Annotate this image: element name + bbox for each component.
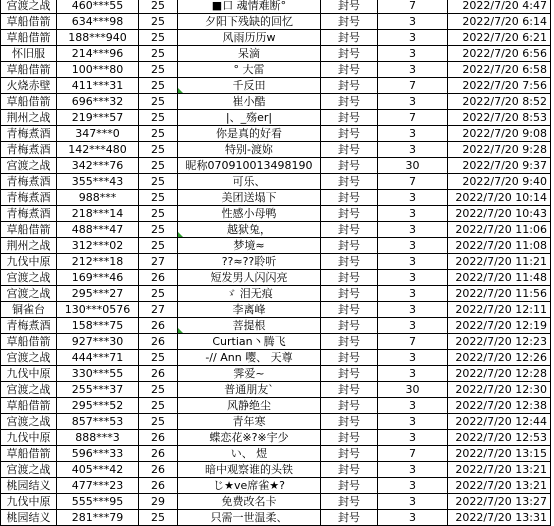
- name-cell[interactable]: 青年寒: [178, 414, 321, 430]
- days-cell[interactable]: 7: [378, 0, 448, 14]
- name-cell[interactable]: 菩提根: [178, 318, 321, 334]
- table-row: [1, 30, 551, 46]
- time-cell[interactable]: 2022/7/20 11:56: [448, 286, 551, 302]
- action-cell[interactable]: 封号: [321, 510, 378, 526]
- time-cell[interactable]: 2022/7/20 12:53: [448, 430, 551, 446]
- account-cell[interactable]: 295***52: [57, 398, 139, 414]
- action-cell[interactable]: 封号: [321, 78, 378, 94]
- table-row: [1, 334, 551, 350]
- server-cell[interactable]: 青梅煮酒: [1, 190, 57, 206]
- account-cell[interactable]: 214***96: [57, 46, 139, 62]
- action-cell[interactable]: 封号: [321, 382, 378, 398]
- cell-comment-marker: [178, 88, 183, 93]
- table-row: [1, 190, 551, 206]
- table-row: [1, 238, 551, 254]
- days-cell[interactable]: 7: [378, 78, 448, 94]
- level-cell[interactable]: 25: [139, 286, 178, 302]
- name-cell[interactable]: 你是真的好看: [178, 126, 321, 142]
- time-cell[interactable]: 2022/7/20 8:53: [448, 110, 551, 126]
- name-cell[interactable]: 蝶恋花※?※宇少: [178, 430, 321, 446]
- time-cell[interactable]: 2022/7/20 4:47: [448, 0, 551, 14]
- name-cell[interactable]: 崔小酷: [178, 94, 321, 110]
- server-cell[interactable]: 草船借箭: [1, 62, 57, 78]
- level-cell[interactable]: 26: [139, 366, 178, 382]
- server-cell[interactable]: 青梅煮酒: [1, 206, 57, 222]
- server-cell[interactable]: 宫渡之战: [1, 382, 57, 398]
- days-cell[interactable]: 7: [378, 446, 448, 462]
- account-cell[interactable]: 555***95: [57, 494, 139, 510]
- days-cell[interactable]: 3: [378, 142, 448, 158]
- table-row: [1, 510, 551, 526]
- time-cell[interactable]: 2022/7/20 12:38: [448, 398, 551, 414]
- level-cell[interactable]: 25: [139, 174, 178, 190]
- level-cell[interactable]: 26: [139, 270, 178, 286]
- time-cell[interactable]: 2022/7/20 11:48: [448, 270, 551, 286]
- days-cell[interactable]: 3: [378, 430, 448, 446]
- days-cell[interactable]: 30: [378, 382, 448, 398]
- days-cell[interactable]: 3: [378, 14, 448, 30]
- account-cell[interactable]: 596***33: [57, 446, 139, 462]
- time-cell[interactable]: 2022/7/20 13:31: [448, 510, 551, 526]
- name-cell[interactable]: 性感小母鸭: [178, 206, 321, 222]
- level-cell[interactable]: 25: [139, 222, 178, 238]
- server-cell[interactable]: 宫渡之战: [1, 0, 57, 14]
- days-cell[interactable]: 3: [378, 126, 448, 142]
- level-cell[interactable]: 25: [139, 94, 178, 110]
- action-cell[interactable]: 封号: [321, 126, 378, 142]
- table-row: [1, 62, 551, 78]
- account-cell[interactable]: 355***43: [57, 174, 139, 190]
- level-cell[interactable]: 26: [139, 462, 178, 478]
- name-cell[interactable]: 梦境≈: [178, 238, 321, 254]
- account-cell[interactable]: 295***27: [57, 286, 139, 302]
- days-cell[interactable]: 3: [378, 350, 448, 366]
- server-cell[interactable]: 草船借箭: [1, 398, 57, 414]
- server-cell[interactable]: 桃园结义: [1, 510, 57, 526]
- level-cell[interactable]: 27: [139, 254, 178, 270]
- account-cell[interactable]: 988***: [57, 190, 139, 206]
- action-cell[interactable]: 封号: [321, 254, 378, 270]
- days-cell[interactable]: 3: [378, 478, 448, 494]
- table-row: [1, 78, 551, 94]
- account-cell[interactable]: 219***57: [57, 110, 139, 126]
- days-cell[interactable]: 3: [378, 302, 448, 318]
- days-cell[interactable]: 3: [378, 222, 448, 238]
- server-cell[interactable]: 九伐中原: [1, 430, 57, 446]
- time-cell[interactable]: 2022/7/20 9:28: [448, 142, 551, 158]
- account-cell[interactable]: 411***31: [57, 78, 139, 94]
- table-row: [1, 94, 551, 110]
- account-cell[interactable]: 460***55: [57, 0, 139, 14]
- level-cell[interactable]: 25: [139, 62, 178, 78]
- days-cell[interactable]: 3: [378, 462, 448, 478]
- time-cell[interactable]: 2022/7/20 12:11: [448, 302, 551, 318]
- account-cell[interactable]: 130***0576: [57, 302, 139, 318]
- level-cell[interactable]: 26: [139, 430, 178, 446]
- name-cell[interactable]: |、_殇er|: [178, 110, 321, 126]
- action-cell[interactable]: 封号: [321, 494, 378, 510]
- account-cell[interactable]: 218***14: [57, 206, 139, 222]
- table-row: [1, 110, 551, 126]
- level-cell[interactable]: 26: [139, 446, 178, 462]
- days-cell[interactable]: 3: [378, 270, 448, 286]
- level-cell[interactable]: 25: [139, 110, 178, 126]
- table-row: [1, 158, 551, 174]
- account-cell[interactable]: 188***940: [57, 30, 139, 46]
- name-cell[interactable]: 越狱兔，: [178, 222, 321, 238]
- action-cell[interactable]: 封号: [321, 366, 378, 382]
- name-cell[interactable]: い、 煜: [178, 446, 321, 462]
- time-cell[interactable]: 2022/7/20 9:08: [448, 126, 551, 142]
- server-cell[interactable]: 九伐中原: [1, 254, 57, 270]
- table-row: [1, 366, 551, 382]
- server-cell[interactable]: 青梅煮酒: [1, 318, 57, 334]
- name-cell[interactable]: 霁爱~: [178, 366, 321, 382]
- server-cell[interactable]: 草船借箭: [1, 30, 57, 46]
- level-cell[interactable]: 27: [139, 302, 178, 318]
- level-cell[interactable]: 25: [139, 46, 178, 62]
- server-cell[interactable]: 火烧赤壁: [1, 78, 57, 94]
- server-cell[interactable]: 宫渡之战: [1, 350, 57, 366]
- name-cell[interactable]: 特别-渡妳: [178, 142, 321, 158]
- account-cell[interactable]: 444***71: [57, 350, 139, 366]
- table-row: [1, 254, 551, 270]
- time-cell[interactable]: 2022/7/20 10:14: [448, 190, 551, 206]
- level-cell[interactable]: 25: [139, 206, 178, 222]
- table-row: [1, 382, 551, 398]
- name-cell[interactable]: Curtian丶腾飞: [178, 334, 321, 350]
- level-cell[interactable]: 25: [139, 398, 178, 414]
- server-cell[interactable]: 宫渡之战: [1, 286, 57, 302]
- level-cell[interactable]: 25: [139, 0, 178, 14]
- action-cell[interactable]: 封号: [321, 30, 378, 46]
- account-cell[interactable]: 330***55: [57, 366, 139, 382]
- table-row: [1, 494, 551, 510]
- time-cell[interactable]: 2022/7/20 6:56: [448, 46, 551, 62]
- time-cell[interactable]: 2022/7/20 13:27: [448, 494, 551, 510]
- name-cell[interactable]: 美团送塌下: [178, 190, 321, 206]
- level-cell[interactable]: 25: [139, 510, 178, 526]
- time-cell[interactable]: 2022/7/20 11:06: [448, 222, 551, 238]
- days-cell[interactable]: 3: [378, 46, 448, 62]
- table-row: [1, 318, 551, 334]
- time-cell[interactable]: 2022/7/20 9:40: [448, 174, 551, 190]
- account-cell[interactable]: 100***80: [57, 62, 139, 78]
- action-cell[interactable]: 封号: [321, 222, 378, 238]
- time-cell[interactable]: 2022/7/20 12:28: [448, 366, 551, 382]
- account-cell[interactable]: 927***30: [57, 334, 139, 350]
- name-cell[interactable]: -// Ann 嘤、 天尊: [178, 350, 321, 366]
- name-cell[interactable]: 风静绝尘: [178, 398, 321, 414]
- account-cell[interactable]: 477***23: [57, 478, 139, 494]
- action-cell[interactable]: 封号: [321, 142, 378, 158]
- time-cell[interactable]: 2022/7/20 12:26: [448, 350, 551, 366]
- level-cell[interactable]: 25: [139, 78, 178, 94]
- server-cell[interactable]: 宫渡之战: [1, 462, 57, 478]
- table-row: [1, 414, 551, 430]
- action-cell[interactable]: 封号: [321, 478, 378, 494]
- name-cell[interactable]: 普通朋友`: [178, 382, 321, 398]
- table-row: [1, 206, 551, 222]
- server-cell[interactable]: 草船借箭: [1, 94, 57, 110]
- server-cell[interactable]: 青梅煮酒: [1, 174, 57, 190]
- days-cell[interactable]: 30: [378, 158, 448, 174]
- table-row: [1, 462, 551, 478]
- time-cell[interactable]: 2022/7/20 12:30: [448, 382, 551, 398]
- days-cell[interactable]: 3: [378, 494, 448, 510]
- level-cell[interactable]: 25: [139, 158, 178, 174]
- account-cell[interactable]: 169***46: [57, 270, 139, 286]
- time-cell[interactable]: 2022/7/20 11:08: [448, 238, 551, 254]
- account-cell[interactable]: 405***42: [57, 462, 139, 478]
- days-cell[interactable]: 3: [378, 510, 448, 526]
- cell-comment-marker: [178, 328, 183, 333]
- level-cell[interactable]: 25: [139, 30, 178, 46]
- level-cell[interactable]: 25: [139, 142, 178, 158]
- level-cell[interactable]: 26: [139, 318, 178, 334]
- table-row: [1, 302, 551, 318]
- server-cell[interactable]: 草船借箭: [1, 334, 57, 350]
- days-cell[interactable]: 3: [378, 414, 448, 430]
- server-cell[interactable]: 草船借箭: [1, 14, 57, 30]
- time-cell[interactable]: 2022/7/20 6:14: [448, 14, 551, 30]
- days-cell[interactable]: 3: [378, 318, 448, 334]
- name-cell[interactable]: 昵称070910013498190: [178, 158, 321, 174]
- days-cell[interactable]: 3: [378, 62, 448, 78]
- name-cell[interactable]: 暗中观察谁的头铁: [178, 462, 321, 478]
- days-cell[interactable]: 3: [378, 366, 448, 382]
- action-cell[interactable]: 封号: [321, 318, 378, 334]
- level-cell[interactable]: 25: [139, 238, 178, 254]
- server-cell[interactable]: 宫渡之战: [1, 270, 57, 286]
- name-cell[interactable]: じ★ve席雀★?: [178, 478, 321, 494]
- table-row: [1, 126, 551, 142]
- server-cell[interactable]: 荆州之战: [1, 110, 57, 126]
- server-cell[interactable]: 荆州之战: [1, 238, 57, 254]
- server-cell[interactable]: 桃园结义: [1, 478, 57, 494]
- server-cell[interactable]: 草船借箭: [1, 222, 57, 238]
- days-cell[interactable]: 3: [378, 286, 448, 302]
- server-cell[interactable]: 宫渡之战: [1, 414, 57, 430]
- name-cell[interactable]: 只需一世温柔、: [178, 510, 321, 526]
- table-row: [1, 174, 551, 190]
- table-row: [1, 478, 551, 494]
- level-cell[interactable]: 25: [139, 350, 178, 366]
- time-cell[interactable]: 2022/7/20 7:56: [448, 78, 551, 94]
- level-cell[interactable]: 26: [139, 478, 178, 494]
- action-cell[interactable]: 封号: [321, 334, 378, 350]
- days-cell[interactable]: 7: [378, 334, 448, 350]
- name-cell[interactable]: 李离峰: [178, 302, 321, 318]
- time-cell[interactable]: 2022/7/20 12:44: [448, 414, 551, 430]
- time-cell[interactable]: 2022/7/20 13:15: [448, 446, 551, 462]
- account-cell[interactable]: 158***75: [57, 318, 139, 334]
- account-cell[interactable]: 342***76: [57, 158, 139, 174]
- account-cell[interactable]: 488***47: [57, 222, 139, 238]
- time-cell[interactable]: 2022/7/20 9:37: [448, 158, 551, 174]
- action-cell[interactable]: 封号: [321, 462, 378, 478]
- name-cell[interactable]: 呆滴: [178, 46, 321, 62]
- account-cell[interactable]: 347***0: [57, 126, 139, 142]
- action-cell[interactable]: 封号: [321, 398, 378, 414]
- action-cell[interactable]: 封号: [321, 158, 378, 174]
- name-cell[interactable]: ° 大雷: [178, 62, 321, 78]
- table-row: [1, 142, 551, 158]
- account-cell[interactable]: 634***98: [57, 14, 139, 30]
- table-row: [1, 286, 551, 302]
- action-cell[interactable]: 封号: [321, 190, 378, 206]
- server-cell[interactable]: 九伐中原: [1, 494, 57, 510]
- level-cell[interactable]: 25: [139, 126, 178, 142]
- action-cell[interactable]: 封号: [321, 206, 378, 222]
- level-cell[interactable]: 29: [139, 494, 178, 510]
- level-cell[interactable]: 25: [139, 414, 178, 430]
- account-cell[interactable]: 312***02: [57, 238, 139, 254]
- name-cell[interactable]: 免费改名卡: [178, 494, 321, 510]
- server-cell[interactable]: 青梅煮酒: [1, 142, 57, 158]
- table-row: [1, 270, 551, 286]
- action-cell[interactable]: 封号: [321, 0, 378, 14]
- table-row: [1, 398, 551, 414]
- action-cell[interactable]: 封号: [321, 446, 378, 462]
- action-cell[interactable]: 封号: [321, 350, 378, 366]
- server-cell[interactable]: 青梅煮酒: [1, 126, 57, 142]
- days-cell[interactable]: 7: [378, 174, 448, 190]
- level-cell[interactable]: 25: [139, 14, 178, 30]
- days-cell[interactable]: 3: [378, 206, 448, 222]
- action-cell[interactable]: 封号: [321, 110, 378, 126]
- name-cell[interactable]: ??≈??聆听: [178, 254, 321, 270]
- account-cell[interactable]: 888***3: [57, 430, 139, 446]
- action-cell[interactable]: 封号: [321, 238, 378, 254]
- cell-comment-marker: [178, 232, 183, 237]
- server-cell[interactable]: 铜雀台: [1, 302, 57, 318]
- days-cell[interactable]: 3: [378, 30, 448, 46]
- action-cell[interactable]: 封号: [321, 174, 378, 190]
- time-cell[interactable]: 2022/7/20 13:21: [448, 478, 551, 494]
- action-cell[interactable]: 封号: [321, 14, 378, 30]
- table-body: [1, 0, 551, 526]
- table-row: [1, 46, 551, 62]
- server-cell[interactable]: 怀旧服: [1, 46, 57, 62]
- action-cell[interactable]: 封号: [321, 62, 378, 78]
- time-cell[interactable]: 2022/7/20 10:43: [448, 206, 551, 222]
- name-cell[interactable]: 夕阳下残缺的回忆: [178, 14, 321, 30]
- time-cell[interactable]: 2022/7/20 12:23: [448, 334, 551, 350]
- server-cell[interactable]: 草船借箭: [1, 446, 57, 462]
- time-cell[interactable]: 2022/7/20 12:19: [448, 318, 551, 334]
- name-cell[interactable]: ゞ 泪无痕: [178, 286, 321, 302]
- account-cell[interactable]: 696***32: [57, 94, 139, 110]
- time-cell[interactable]: 2022/7/20 11:21: [448, 254, 551, 270]
- action-cell[interactable]: 封号: [321, 46, 378, 62]
- level-cell[interactable]: 26: [139, 334, 178, 350]
- table-row: [1, 222, 551, 238]
- action-cell[interactable]: 封号: [321, 430, 378, 446]
- time-cell[interactable]: 2022/7/20 13:21: [448, 462, 551, 478]
- name-cell[interactable]: 短发男人闪闪亮: [178, 270, 321, 286]
- action-cell[interactable]: 封号: [321, 270, 378, 286]
- days-cell[interactable]: 3: [378, 94, 448, 110]
- days-cell[interactable]: 7: [378, 110, 448, 126]
- table-row: [1, 350, 551, 366]
- name-cell[interactable]: 风雨历历w: [178, 30, 321, 46]
- name-cell[interactable]: 可乐、: [178, 174, 321, 190]
- action-cell[interactable]: 封号: [321, 94, 378, 110]
- name-cell[interactable]: 千反田: [178, 78, 321, 94]
- level-cell[interactable]: 25: [139, 190, 178, 206]
- account-cell[interactable]: 142***480: [57, 142, 139, 158]
- action-cell[interactable]: 封号: [321, 414, 378, 430]
- server-cell[interactable]: 宫渡之战: [1, 158, 57, 174]
- account-cell[interactable]: 281***79: [57, 510, 139, 526]
- server-cell[interactable]: 九伐中原: [1, 366, 57, 382]
- time-cell[interactable]: 2022/7/20 8:52: [448, 94, 551, 110]
- table-row: [1, 430, 551, 446]
- action-cell[interactable]: 封号: [321, 302, 378, 318]
- account-cell[interactable]: 212***18: [57, 254, 139, 270]
- days-cell[interactable]: 3: [378, 190, 448, 206]
- table-row: [1, 14, 551, 30]
- time-cell[interactable]: 2022/7/20 6:58: [448, 62, 551, 78]
- name-cell[interactable]: ■口 魂情难断°: [178, 0, 321, 14]
- time-cell[interactable]: 2022/7/20 6:21: [448, 30, 551, 46]
- days-cell[interactable]: 3: [378, 398, 448, 414]
- account-cell[interactable]: 857***53: [57, 414, 139, 430]
- level-cell[interactable]: 25: [139, 382, 178, 398]
- days-cell[interactable]: 3: [378, 254, 448, 270]
- account-cell[interactable]: 255***37: [57, 382, 139, 398]
- action-cell[interactable]: 封号: [321, 286, 378, 302]
- table-row: [1, 0, 551, 14]
- days-cell[interactable]: 3: [378, 238, 448, 254]
